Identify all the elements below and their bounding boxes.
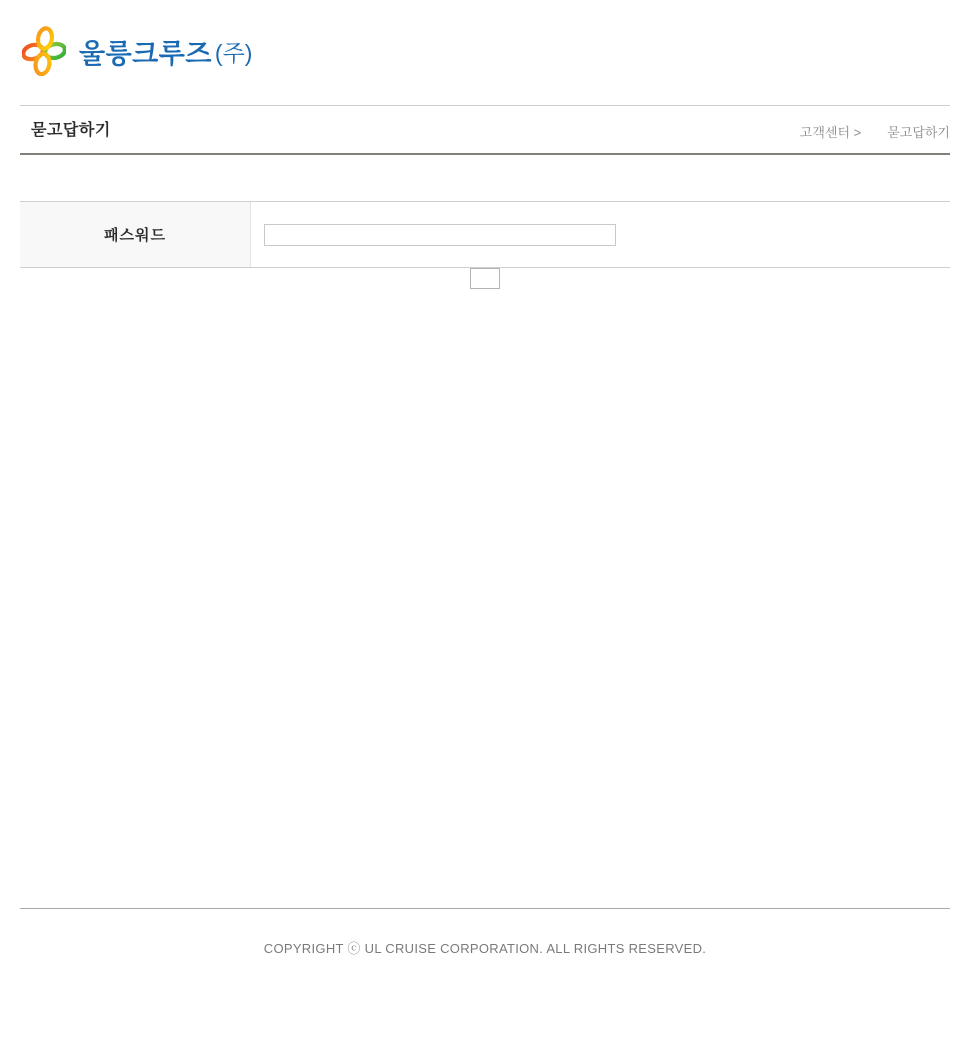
copyright-text: COPYRIGHT ⓒ UL CRUISE CORPORATION. ALL RIGHTS RESERVED. [263,941,707,956]
footer-divider [20,908,950,909]
flower-ribbon-logo-icon [22,26,66,76]
page-title: 묻고답하기 [31,122,111,139]
password-input-cell [251,202,950,267]
breadcrumb-parent[interactable]: 고객센터 > [799,125,862,140]
logo[interactable] [22,26,252,76]
logo-suffix: (주) [214,39,253,66]
titlebar-divider [20,153,950,155]
password-table [20,201,950,268]
password-label-cell [20,202,251,267]
breadcrumb-current: 묻고답하기 [887,125,950,140]
password-input[interactable] [264,224,616,246]
logo-name: 울릉크루즈 [79,38,212,69]
header-divider [20,105,950,106]
password-label: 패스워드 [104,227,166,244]
breadcrumb [800,122,950,141]
submit-button[interactable] [470,268,500,289]
